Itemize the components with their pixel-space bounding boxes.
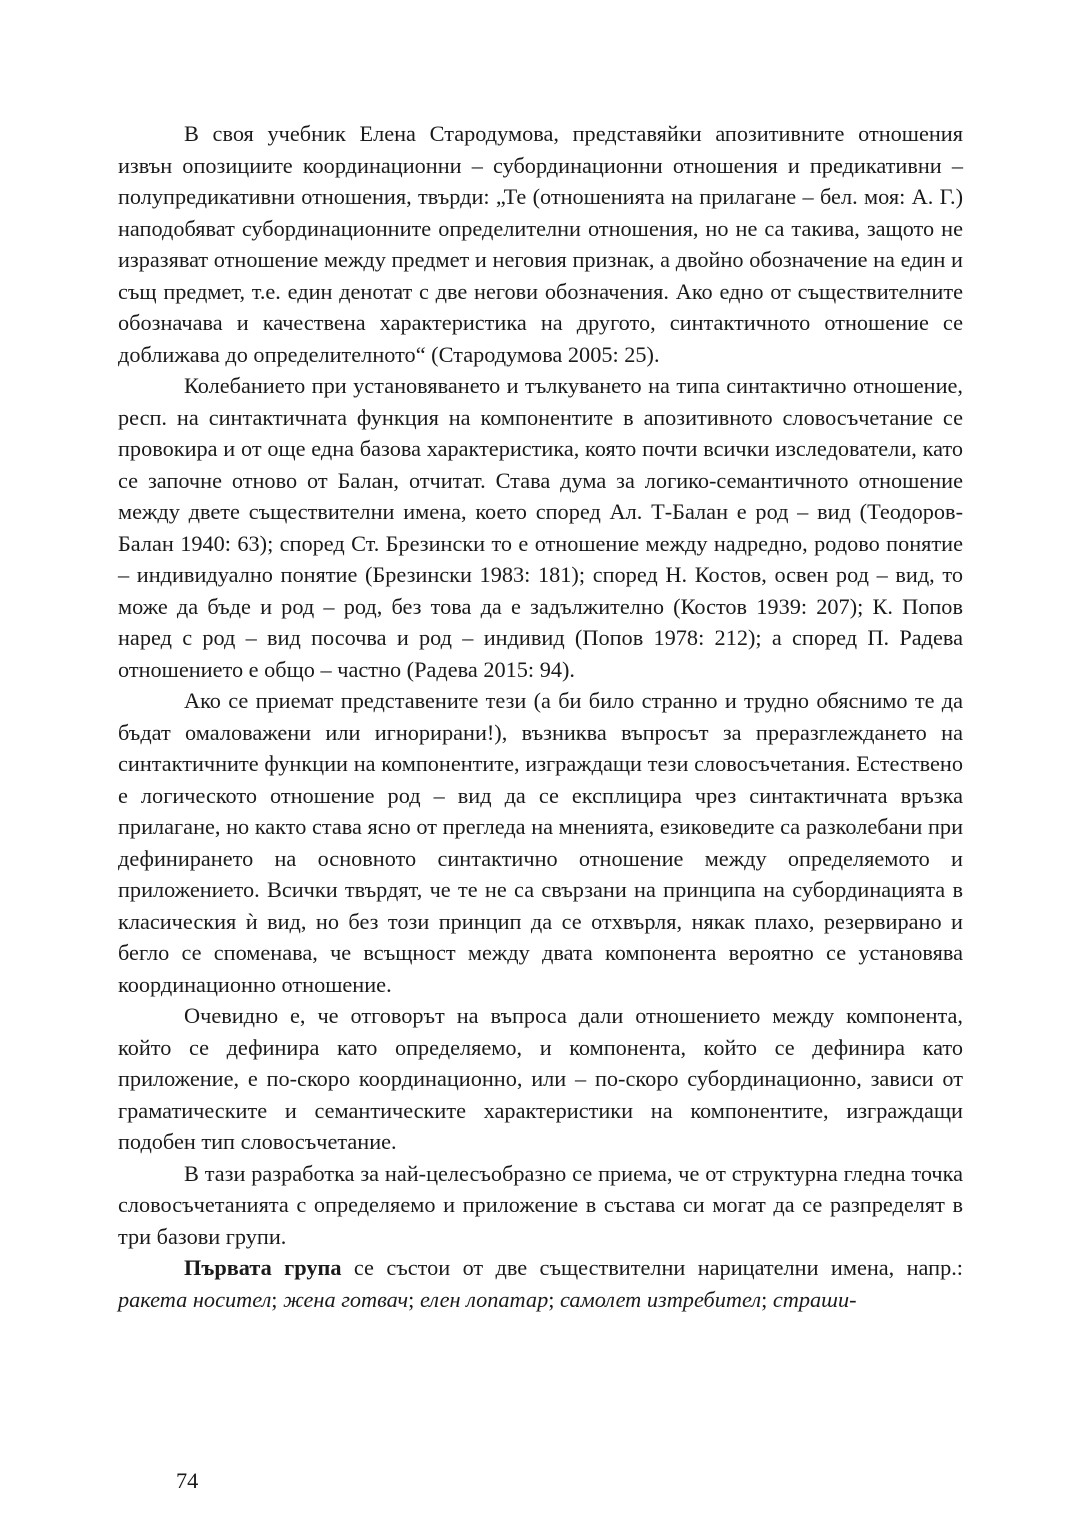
paragraph-2: Колебанието при установяването и тълкуването на типа синтактично отношение, респ. на синтактичната функция на компонентите в апозитивното словосъчетание се провокира и от още една базова характеристика, която почти всички изследователи, като се започне отново от Балан, отчитат. Става дума за логико-семантичното отношение между двете съществителни имена, което според Ал. Т-Балан е род – вид (Теодоров-Балан 1940: 63); според Ст. Брезински то е отношение между надредно, родово понятие – индивидуално понятие (Брезински 1983: 181); според Н. Костов, освен род – вид, то може да бъде и род – род, без това да е задължително (Костов 1939: 207); К. Попов наред с род – вид посочва и род – индивид (Попов 1978: 212); а според П. Радева отношението е общо – частно (Радева 2015: 94). <box>118 373 963 682</box>
separator: ; <box>408 1286 420 1312</box>
paragraph-6-text: се състои от две съществителни нарицателни имена, напр.: <box>341 1255 964 1280</box>
page-body <box>118 118 963 1315</box>
paragraph-3: Ако се приемат представените тези (а би било странно и трудно обяснимо те да бъдат омаловажени или игнорирани!), възниква въпросът за преразглеждането на синтактичните функции на компонентите, изграждащи тези словосъчетания. Естествено е логическото отношение род – вид да се експлицира чрез синтактичната връзка прилагане, но както става ясно от прегледа на мненията, езиковедите са разколебани при дефинирането на основното синтактично отношение между определяемото и приложението. Всички твърдят, че те не са свързани на принципа на субординацията в класическия ѝ вид, но без този принцип да се отхвърля, някак плахо, резервирано и бегло се споменава, че всъщност между двата компонента вероятно се установява координационно отношение. <box>118 688 963 997</box>
separator: ; <box>761 1286 773 1312</box>
paragraph-1: В своя учебник Елена Стародумова, представяйки апозитивните отношения извън опозициите координационни – субординационни отношения и предикативни – полупредикативни отношения, твърди: „Те (отношенията на прилагане – бел. моя: А. Г.) наподобяват субординационните определителни отношения, но не са такива, защото не изразяват отношение между предмет и неговия признак, а двойно обозначение на един и същ предмет, т.е. един денотат с две негови обозначения. Ако едно от съществителните обозначава и качествена характеристика на другото, синтактичното отношение се доближава до определителното“ (Стародумова 2005: 25). <box>118 121 963 367</box>
paragraph-4: Очевидно е, че отговорът на въпроса дали отношението между компонента, който се дефинира като определяемо, и компонента, който се дефинира като приложение, е по-скоро координационно, или – по-скоро субординационно, зависи от граматическите и семантическите характеристики на компонентите, изграждащи подобен тип словосъчетание. <box>118 1003 963 1154</box>
separator: ; <box>548 1286 560 1312</box>
page-number: 74 <box>176 1468 199 1493</box>
paragraph-5: В тази разработка за най-целесъобразно се приема, че от структурна гледна точка словосъчетанията с определяемо и приложение в състава си могат да се разпределят в три базови групи. <box>118 1160 963 1249</box>
separator: ; <box>271 1286 284 1312</box>
example-term: елен лопатар <box>419 1286 549 1312</box>
example-term: страши- <box>772 1286 857 1312</box>
example-term: ракета носител <box>118 1286 272 1312</box>
example-term: самолет изтребител <box>560 1286 762 1312</box>
paragraph-6 <box>118 1252 963 1315</box>
example-term: жена готвач <box>283 1286 409 1312</box>
bold-lead: Първата група <box>184 1255 342 1280</box>
